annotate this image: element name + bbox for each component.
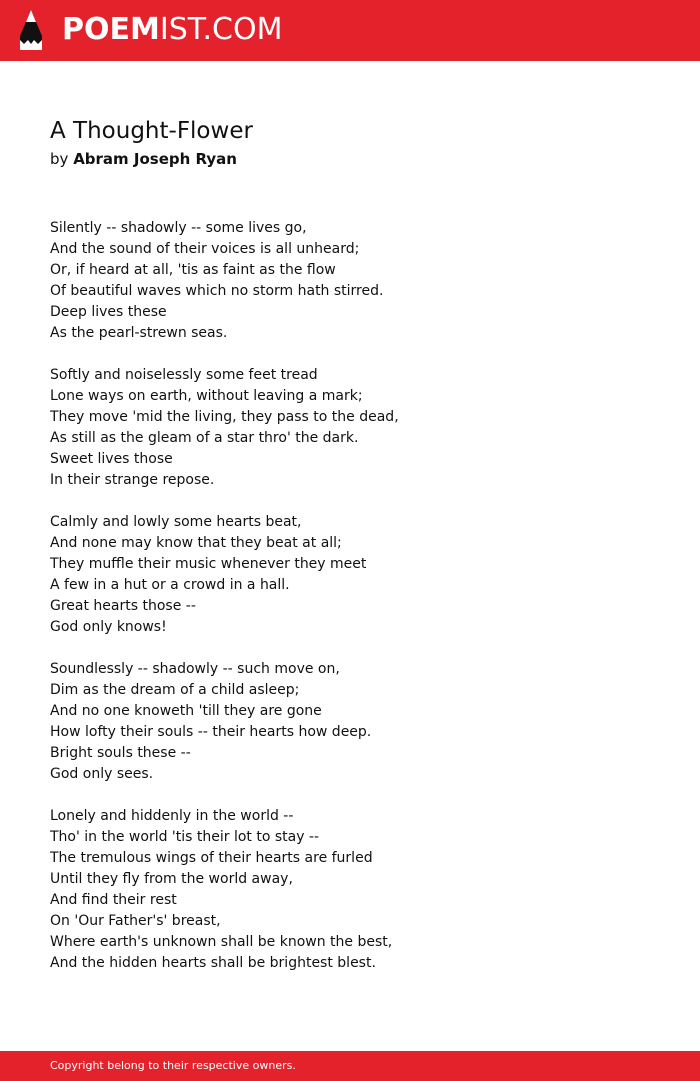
poem-author: Abram Joseph Ryan: [73, 150, 237, 168]
poem-line: God only knows!: [50, 619, 167, 635]
site-logo[interactable]: [62, 12, 282, 48]
poem-line: Deep lives these: [50, 304, 167, 320]
poem-line: And no one knoweth 'till they are gone: [50, 703, 322, 719]
copyright-text: Copyright belong to their respective owners.: [50, 1059, 296, 1072]
poem-line: And none may know that they beat at all;: [50, 535, 342, 551]
poem-stanza: [50, 218, 650, 344]
poem-line: Bright souls these --: [50, 745, 191, 761]
poem-line: How lofty their souls -- their hearts how deep.: [50, 724, 372, 740]
poem-line: Of beautiful waves which no storm hath stirred.: [50, 283, 384, 299]
by-label: by: [50, 150, 69, 168]
poem-line: And the hidden hearts shall be brightest blest.: [50, 955, 376, 971]
poem-line: Or, if heard at all, 'tis as faint as the flow: [50, 262, 336, 278]
poem-line: Until they fly from the world away,: [50, 871, 293, 887]
poem-body: [50, 218, 650, 995]
poem-line: And find their rest: [50, 892, 177, 908]
poem-line: Dim as the dream of a child asleep;: [50, 682, 300, 698]
poem-line: In their strange repose.: [50, 472, 215, 488]
poem-stanza: [50, 659, 650, 785]
poem-line: On 'Our Father's' breast,: [50, 913, 221, 929]
poem-line: Sweet lives those: [50, 451, 173, 467]
poem-line: They move 'mid the living, they pass to the dead,: [50, 409, 399, 425]
poem-line: And the sound of their voices is all unheard;: [50, 241, 360, 257]
poem-stanza: [50, 512, 650, 638]
poem-line: As the pearl-strewn seas.: [50, 325, 228, 341]
logo-light-text: IST.COM: [159, 12, 283, 47]
logo-bold-text: POEM: [62, 12, 160, 47]
poem-stanza: [50, 365, 650, 491]
poem-line: A few in a hut or a crowd in a hall.: [50, 577, 290, 593]
poem-line: Where earth's unknown shall be known the best,: [50, 934, 393, 950]
poem-line: The tremulous wings of their hearts are furled: [50, 850, 373, 866]
poem-line: God only sees.: [50, 766, 154, 782]
poem-title: A Thought-Flower: [50, 118, 253, 144]
poem-line: Tho' in the world 'tis their lot to stay --: [50, 829, 320, 845]
poem-line: Great hearts those --: [50, 598, 196, 614]
poem-line: Lonely and hiddenly in the world --: [50, 808, 294, 824]
site-footer: [0, 1051, 700, 1081]
poem-line: Calmly and lowly some hearts beat,: [50, 514, 302, 530]
poem-line: Lone ways on earth, without leaving a mark;: [50, 388, 363, 404]
poem-byline: [50, 148, 237, 170]
site-header: [0, 0, 700, 61]
poem-stanza: [50, 806, 650, 974]
poem-line: Softly and noiselessly some feet tread: [50, 367, 318, 383]
poem-line: They muffle their music whenever they meet: [50, 556, 367, 572]
poem-line: As still as the gleam of a star thro' the dark.: [50, 430, 359, 446]
pencil-tip-icon: [18, 10, 44, 52]
poem-line: Soundlessly -- shadowly -- such move on,: [50, 661, 340, 677]
poem-line: Silently -- shadowly -- some lives go,: [50, 220, 307, 236]
